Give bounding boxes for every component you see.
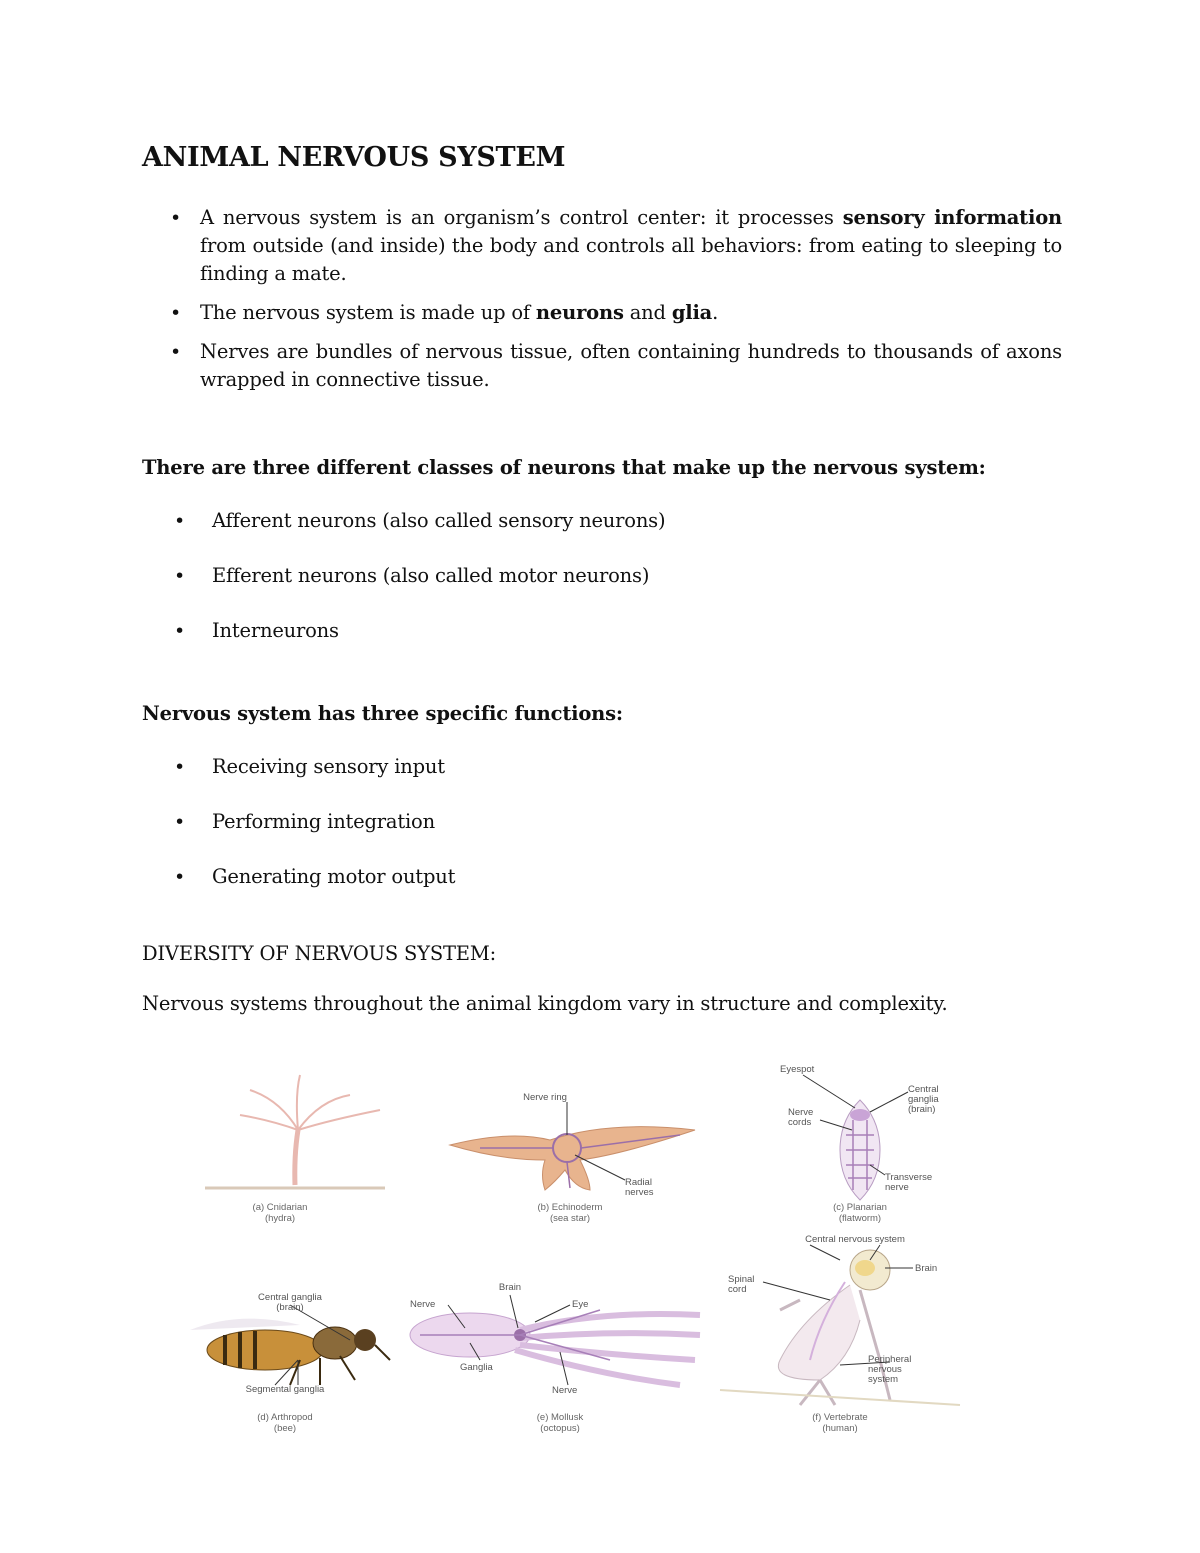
octopus-illustration <box>410 1282 700 1434</box>
list-item: • Afferent neurons (also called sensory neurons) <box>142 507 1042 562</box>
label-central-ganglia: Central ganglia <box>258 1292 322 1303</box>
label-brain: Brain <box>498 1282 522 1293</box>
functions-list <box>142 753 1042 918</box>
label-peripheral: Peripheral <box>868 1354 912 1365</box>
hydra-illustration <box>205 1075 385 1224</box>
label-eyespot: Eyespot <box>780 1064 815 1075</box>
caption-vertebrate: (f) Vertebrate <box>812 1412 868 1423</box>
label-cords: cords <box>788 1117 812 1128</box>
nervous-system-diversity-figure <box>180 1060 970 1440</box>
label-nervous: nervous <box>868 1364 902 1375</box>
label-nerves: nerves <box>625 1187 654 1198</box>
label-transverse: Transverse <box>885 1172 933 1183</box>
label-brain: Brain <box>915 1263 938 1274</box>
neuron-classes-heading: There are three different classes of neurons that make up the nervous system: <box>142 456 986 479</box>
list-item: • Receiving sensory input <box>142 753 1042 808</box>
list-item: • Generating motor output <box>142 863 1042 918</box>
functions-heading: Nervous system has three specific functions: <box>142 702 623 725</box>
label-nerve: nerve <box>885 1182 909 1193</box>
label-eye: Eye <box>572 1299 589 1310</box>
label-nerve-ring: Nerve ring <box>523 1092 567 1103</box>
label-nerve: Nerve <box>788 1107 814 1118</box>
page-title: ANIMAL NERVOUS SYSTEM <box>142 142 566 173</box>
diversity-heading: DIVERSITY OF NERVOUS SYSTEM: <box>142 942 496 965</box>
label-ganglia: Ganglia <box>460 1362 493 1373</box>
label-central-nervous-system: Central nervous system <box>805 1234 905 1245</box>
list-item: • Efferent neurons (also called motor neurons) <box>142 562 1042 617</box>
bee-illustration <box>190 1292 390 1434</box>
caption-cnidarian: (a) Cnidarian <box>252 1202 308 1213</box>
label-radial: Radial <box>625 1177 652 1188</box>
list-item: • The nervous system is made up of neurons and glia. <box>142 299 1062 327</box>
caption-sea-star: (sea star) <box>549 1213 591 1224</box>
caption-mollusk: (e) Mollusk <box>536 1412 584 1423</box>
label-brain: (brain) <box>908 1104 936 1115</box>
caption-human: (human) <box>822 1423 858 1434</box>
label-cord: cord <box>728 1284 747 1295</box>
planarian-illustration <box>780 1064 939 1224</box>
intro-bullet-list <box>142 204 1062 405</box>
label-system: system <box>868 1374 899 1385</box>
caption-planarian: (c) Planarian <box>833 1202 887 1213</box>
human-illustration <box>720 1234 960 1434</box>
caption-hydra: (hydra) <box>264 1213 296 1224</box>
label-nerve: Nerve <box>552 1385 578 1396</box>
diversity-paragraph: Nervous systems throughout the animal kingdom vary in structure and complexity. <box>142 992 948 1015</box>
label-central: Central <box>908 1084 939 1095</box>
label-nerve: Nerve <box>410 1299 436 1310</box>
sea-star-illustration <box>450 1092 695 1224</box>
neuron-classes-list <box>142 507 1042 672</box>
caption-flatworm: (flatworm) <box>838 1213 882 1224</box>
label-segmental-ganglia: Segmental ganglia <box>245 1384 325 1395</box>
label-brain: (brain) <box>276 1302 304 1313</box>
list-item: • Nerves are bundles of nervous tissue, often containing hundreds to thousands of axons wrapped in connective tissue. <box>142 338 1062 394</box>
caption-echinoderm: (b) Echinoderm <box>537 1202 603 1213</box>
figure-illustration <box>180 1060 970 1440</box>
list-item: • Performing integration <box>142 808 1042 863</box>
caption-bee: (bee) <box>273 1423 297 1434</box>
label-ganglia: ganglia <box>908 1094 939 1105</box>
label-spinal: Spinal <box>728 1274 755 1285</box>
caption-arthropod: (d) Arthropod <box>257 1412 313 1423</box>
caption-octopus: (octopus) <box>540 1423 580 1434</box>
list-item: • A nervous system is an organism’s control center: it processes sensory information from outside (and inside) the body and controls all behaviors: from eating to sleeping to finding a mate. <box>142 204 1062 288</box>
list-item: • Interneurons <box>142 617 1042 672</box>
